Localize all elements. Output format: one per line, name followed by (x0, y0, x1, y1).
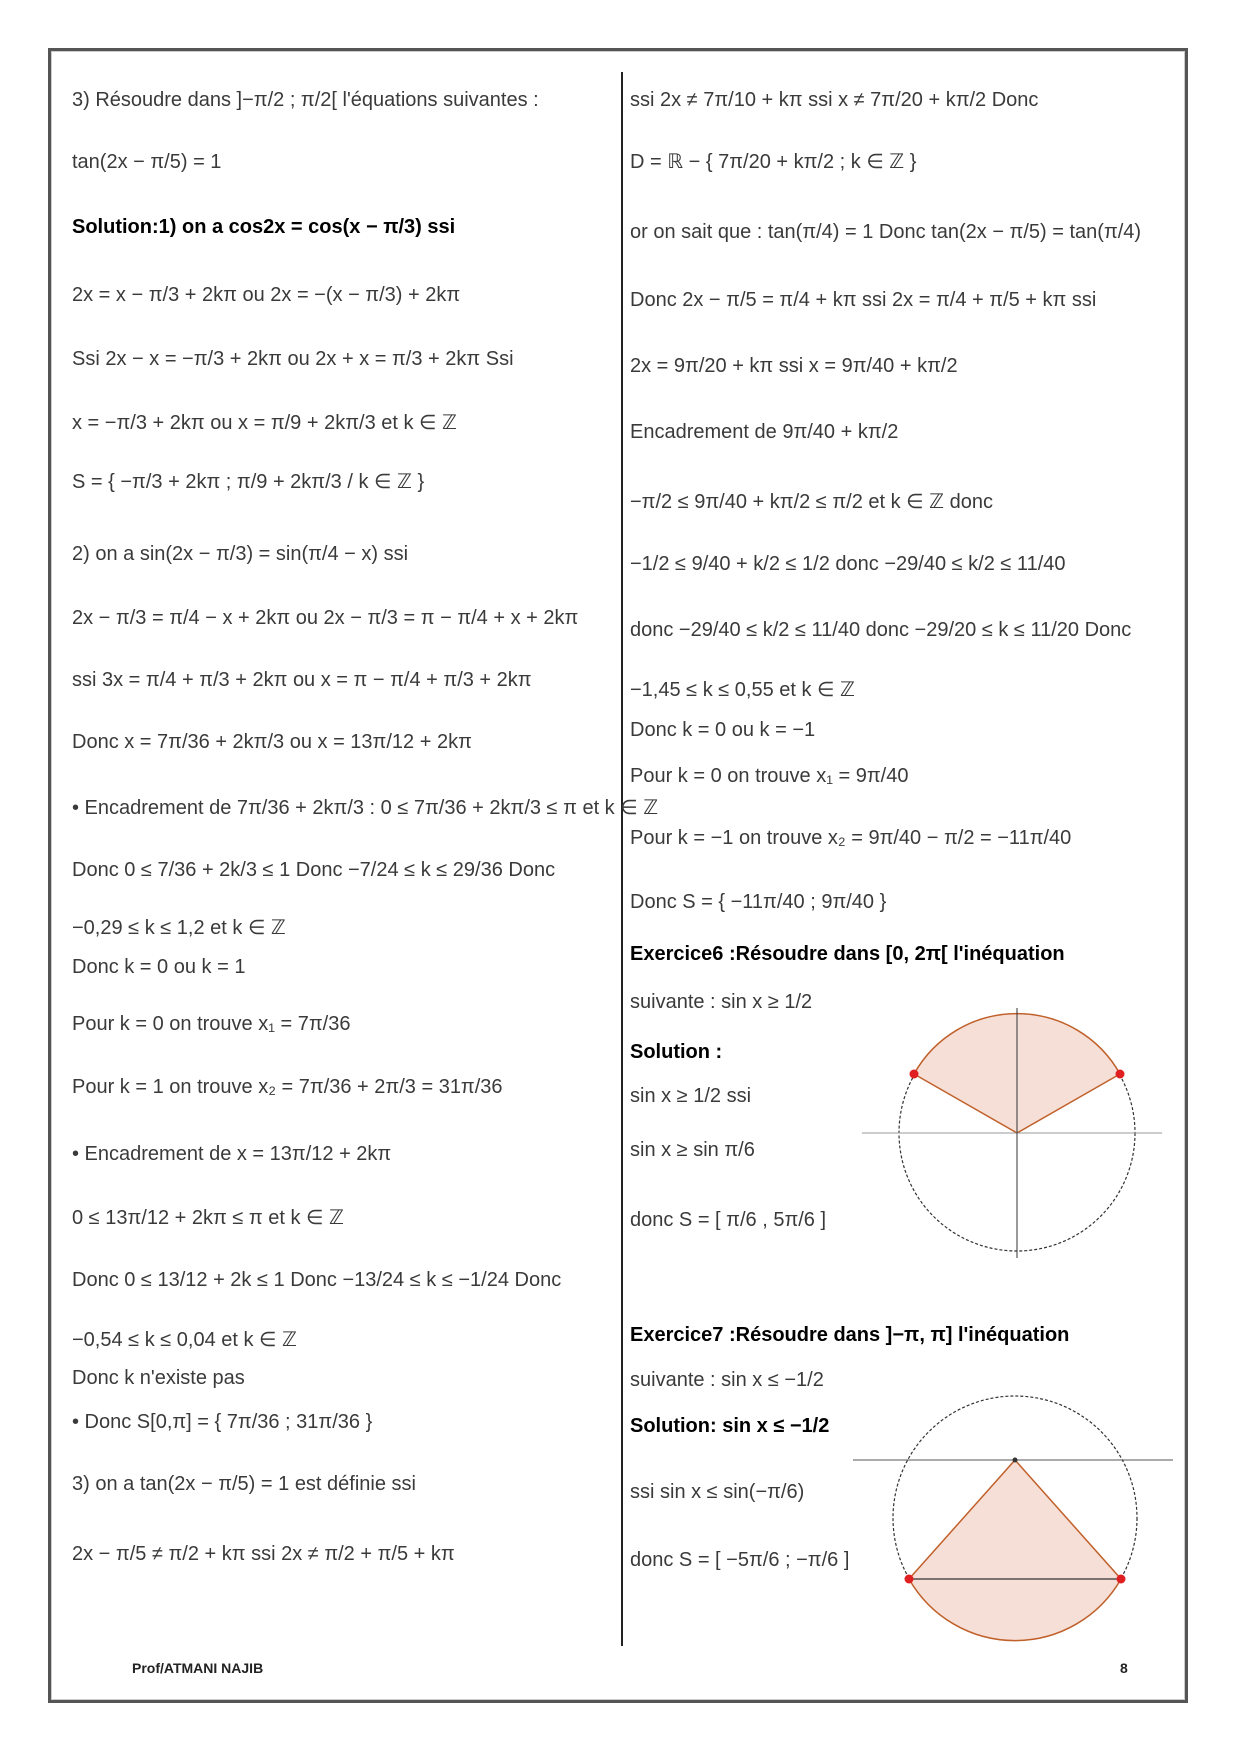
right-line-0: ssi 2x ≠ 7π/10 + kπ ssi x ≠ 7π/20 + kπ/2 Donc (630, 89, 1039, 111)
right-line-24: donc S = [ −5π/6 ; −π/6 ] (630, 1549, 850, 1571)
right-line-20: Exercice7 :Résoudre dans ]−π, π] l'inéquation (630, 1324, 1070, 1346)
right-line-8: donc −29/40 ≤ k/2 ≤ 11/40 donc −29/20 ≤ k ≤ 11/20 Donc (630, 619, 1132, 641)
unit-circle-figure-ex7 (853, 1385, 1173, 1655)
author-footer: Prof/ATMANI NAJIB (132, 1660, 264, 1676)
right-line-21: suivante : sin x ≤ −1/2 (630, 1369, 824, 1391)
left-line-17: • Encadrement de x = 13π/12 + 2kπ (72, 1143, 392, 1165)
right-line-13: Donc S = { −11π/40 ; 9π/40 } (630, 891, 887, 913)
right-line-18: sin x ≥ sin π/6 (630, 1139, 755, 1161)
left-line-9: ssi 3x = π/4 + π/3 + 2kπ ou x = π − π/4 + π/3 + 2kπ (72, 669, 532, 691)
left-line-1: tan(2x − π/5) = 1 (72, 151, 222, 173)
page-number: 8 (1120, 1660, 1128, 1676)
left-line-11: • Encadrement de 7π/36 + 2kπ/3 : 0 ≤ 7π/36 + 2kπ/3 ≤ π et k ∈ ℤ (72, 797, 659, 819)
left-line-2: Solution:1) on a cos2x = cos(x − π/3) ssi (72, 216, 456, 238)
left-line-5: x = −π/3 + 2kπ ou x = π/9 + 2kπ/3 et k ∈ ℤ (72, 412, 457, 434)
point-5pi6 (910, 1070, 919, 1079)
left-line-21: Donc k n'existe pas (72, 1367, 245, 1389)
right-line-14: Exercice6 :Résoudre dans [0, 2π[ l'inéquation (630, 943, 1065, 965)
right-line-12: Pour k = −1 on trouve x₂ = 9π/40 − π/2 = −11π/40 (630, 827, 1072, 849)
column-divider (621, 72, 623, 1646)
left-line-10: Donc x = 7π/36 + 2kπ/3 ou x = 13π/12 + 2kπ (72, 731, 472, 753)
left-line-8: 2x − π/3 = π/4 − x + 2kπ ou 2x − π/3 = π − π/4 + x + 2kπ (72, 607, 579, 629)
left-line-15: Pour k = 0 on trouve x₁ = 7π/36 (72, 1013, 351, 1035)
left-line-20: −0,54 ≤ k ≤ 0,04 et k ∈ ℤ (72, 1329, 297, 1351)
point-minus-pi6 (1117, 1575, 1126, 1584)
right-line-1: D = ℝ − { 7π/20 + kπ/2 ; k ∈ ℤ } (630, 151, 917, 173)
right-line-4: 2x = 9π/20 + kπ ssi x = 9π/40 + kπ/2 (630, 355, 958, 377)
left-line-4: Ssi 2x − x = −π/3 + 2kπ ou 2x + x = π/3 + 2kπ Ssi (72, 348, 514, 370)
left-line-12: Donc 0 ≤ 7/36 + 2k/3 ≤ 1 Donc −7/24 ≤ k ≤ 29/36 Donc (72, 859, 556, 881)
right-line-11: Pour k = 0 on trouve x₁ = 9π/40 (630, 765, 909, 787)
right-line-10: Donc k = 0 ou k = −1 (630, 719, 816, 741)
right-line-5: Encadrement de 9π/40 + kπ/2 (630, 421, 899, 443)
left-line-13: −0,29 ≤ k ≤ 1,2 et k ∈ ℤ (72, 917, 286, 939)
left-line-18: 0 ≤ 13π/12 + 2kπ ≤ π et k ∈ ℤ (72, 1207, 344, 1229)
right-line-23: ssi sin x ≤ sin(−π/6) (630, 1481, 805, 1503)
left-line-0: 3) Résoudre dans ]−π/2 ; π/2[ l'équations suivantes : (72, 89, 539, 111)
left-line-7: 2) on a sin(2x − π/3) = sin(π/4 − x) ssi (72, 543, 409, 565)
right-line-3: Donc 2x − π/5 = π/4 + kπ ssi 2x = π/4 + π/5 + kπ ssi (630, 289, 1097, 311)
right-line-7: −1/2 ≤ 9/40 + k/2 ≤ 1/2 donc −29/40 ≤ k/2 ≤ 11/40 (630, 553, 1066, 575)
left-line-6: S = { −π/3 + 2kπ ; π/9 + 2kπ/3 / k ∈ ℤ } (72, 471, 425, 493)
point-pi6 (1116, 1070, 1125, 1079)
point-minus-5pi6 (905, 1575, 914, 1584)
right-line-6: −π/2 ≤ 9π/40 + kπ/2 ≤ π/2 et k ∈ ℤ donc (630, 491, 993, 513)
left-line-3: 2x = x − π/3 + 2kπ ou 2x = −(x − π/3) + 2kπ (72, 284, 461, 306)
right-line-15: suivante : sin x ≥ 1/2 (630, 991, 813, 1013)
unit-circle-figure-ex6 (862, 1008, 1162, 1268)
right-line-22: Solution: sin x ≤ −1/2 (630, 1415, 830, 1437)
left-line-19: Donc 0 ≤ 13/12 + 2k ≤ 1 Donc −13/24 ≤ k ≤ −1/24 Donc (72, 1269, 562, 1291)
left-line-16: Pour k = 1 on trouve x₂ = 7π/36 + 2π/3 = 31π/36 (72, 1076, 503, 1098)
right-line-2: or on sait que : tan(π/4) = 1 Donc tan(2x − π/5) = tan(π/4) (630, 221, 1142, 243)
left-line-23: 3) on a tan(2x − π/5) = 1 est définie ssi (72, 1473, 416, 1495)
right-line-19: donc S = [ π/6 , 5π/6 ] (630, 1209, 827, 1231)
left-line-22: • Donc S[0,π] = { 7π/36 ; 31π/36 } (72, 1411, 373, 1433)
right-line-16: Solution : (630, 1041, 723, 1063)
right-line-17: sin x ≥ 1/2 ssi (630, 1085, 752, 1107)
left-line-24: 2x − π/5 ≠ π/2 + kπ ssi 2x ≠ π/2 + π/5 + kπ (72, 1543, 455, 1565)
left-line-14: Donc k = 0 ou k = 1 (72, 956, 246, 978)
right-line-9: −1,45 ≤ k ≤ 0,55 et k ∈ ℤ (630, 679, 855, 701)
